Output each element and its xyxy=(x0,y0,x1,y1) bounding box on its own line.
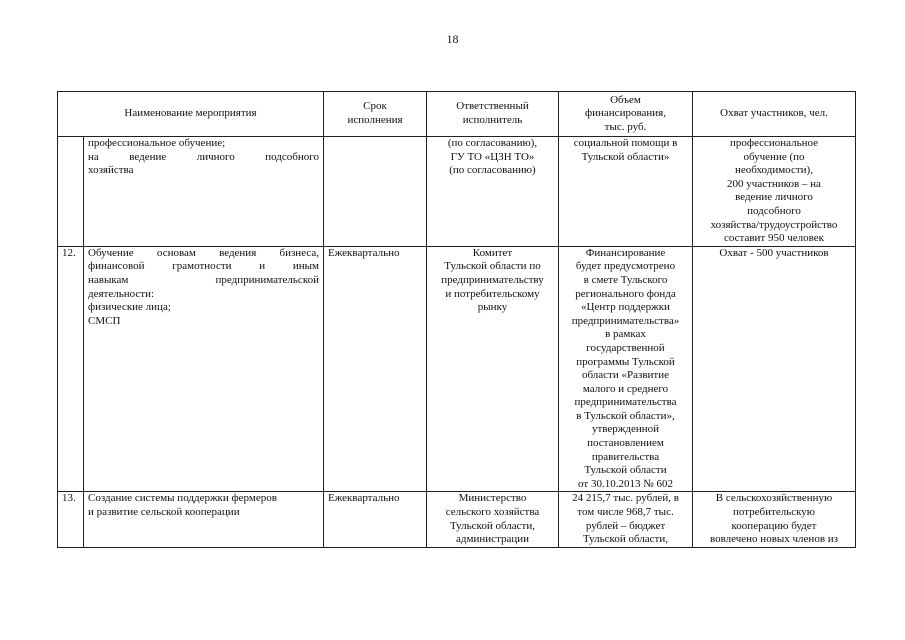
cell-line: хозяйства xyxy=(88,164,134,177)
coverage xyxy=(693,246,856,492)
cell-line: обучение (по xyxy=(743,150,805,163)
cell-line: социальной помощи в xyxy=(573,137,678,149)
responsible xyxy=(427,137,559,247)
cell-line: и развитие сельской кооперации xyxy=(88,506,240,519)
cell-line: том числе 968,7 тыс. xyxy=(577,506,674,519)
cell-line: области «Развитие xyxy=(581,369,670,382)
cell-line: Охват - 500 участников xyxy=(719,246,829,259)
cell-line: Комитет xyxy=(472,246,513,259)
cell-line: в Тульской области», xyxy=(576,409,675,422)
cell-line: малого и среднего xyxy=(582,382,669,395)
cell-line: программы Тульской xyxy=(576,355,675,368)
cell-line: предпринимательства xyxy=(574,396,677,409)
header-financing: Объем финансирования, тыс. руб. xyxy=(559,92,693,137)
measure-name xyxy=(84,246,324,492)
cell-line: рынку xyxy=(477,301,508,314)
cell-line: физические лица; xyxy=(88,301,171,314)
cell-line: 200 участников – на xyxy=(727,177,821,190)
cell-line: государственной xyxy=(586,341,665,354)
cell-line: сельского хозяйства xyxy=(445,506,540,519)
cell-line: Создание системы поддержки фермеров xyxy=(88,492,277,505)
row-number: 12. xyxy=(58,246,84,492)
header-coverage: Охват участников, чел. xyxy=(693,92,856,137)
cell-line: на ведение личного подсобного xyxy=(88,150,319,163)
responsible xyxy=(427,246,559,492)
cell-line: кооперацию будет xyxy=(731,519,817,532)
cell-line: Министерство xyxy=(458,492,527,505)
cell-line: Тульской области по xyxy=(444,260,541,273)
table-row xyxy=(58,492,856,547)
cell-line: Тульской области, xyxy=(582,533,669,546)
row-number xyxy=(58,137,84,247)
cell-line: регионального фонда xyxy=(575,287,676,300)
table-row xyxy=(58,137,856,247)
cell-line: Тульской области xyxy=(584,464,667,477)
cell-line: В сельскохозяйственную xyxy=(715,492,833,505)
header-responsible: Ответственный исполнитель xyxy=(427,92,559,137)
cell-line: необходимости), xyxy=(735,164,813,177)
cell-line: рублей – бюджет xyxy=(585,519,666,532)
cell-line: «Центр поддержки xyxy=(581,301,670,314)
measures-table xyxy=(57,91,856,548)
cell-line: в рамках xyxy=(605,328,646,341)
financing xyxy=(559,492,693,547)
cell-line: администрации xyxy=(456,533,529,546)
cell-line: подсобного xyxy=(747,204,801,217)
cell-line: в смете Тульского xyxy=(583,273,668,286)
cell-line: (по согласованию), xyxy=(447,137,538,149)
cell-line: Ежеквартально xyxy=(328,246,400,259)
cell-line: постановлением xyxy=(587,437,664,450)
cell-line: Обучение основам ведения бизнеса, xyxy=(88,246,319,259)
cell-line: и потребительскому xyxy=(445,287,540,300)
cell-line: потребительскую xyxy=(732,506,816,519)
cell-line: (по согласованию) xyxy=(449,164,536,177)
cell-line: деятельности: xyxy=(88,287,155,300)
measure-name xyxy=(84,137,324,247)
measure-name xyxy=(84,492,324,547)
cell-line: предпринимательству xyxy=(441,273,544,286)
cell-line: от 30.10.2013 № 602 xyxy=(578,477,673,490)
cell-line: будет предусмотрено xyxy=(575,260,676,273)
cell-line: Тульской области, xyxy=(449,519,536,532)
table-header-row xyxy=(58,92,856,137)
deadline xyxy=(324,137,427,247)
row-number: 13. xyxy=(58,492,84,547)
header-deadline: Срок исполнения xyxy=(324,92,427,137)
cell-line: предпринимательства» xyxy=(571,314,680,327)
cell-line: профессиональное обучение; xyxy=(88,137,226,149)
cell-line: Тульской области» xyxy=(581,150,670,163)
deadline xyxy=(324,246,427,492)
cell-line: Ежеквартально xyxy=(328,492,400,505)
cell-line: правительства xyxy=(591,450,660,463)
cell-line: вовлечено новых членов из xyxy=(709,533,838,546)
page-number: 18 xyxy=(446,32,459,46)
cell-line: 24 215,7 тыс. рублей, в xyxy=(572,492,679,505)
cell-line: финансовой грамотности и иным xyxy=(88,260,319,273)
cell-line: профессиональное xyxy=(729,137,819,149)
financing xyxy=(559,137,693,247)
deadline xyxy=(324,492,427,547)
cell-line: навыкам предпринимательской xyxy=(88,273,319,286)
cell-line: ГУ ТО «ЦЗН ТО» xyxy=(450,150,535,163)
cell-line: хозяйства/трудоустройство xyxy=(710,218,838,231)
table-row xyxy=(58,246,856,492)
responsible xyxy=(427,492,559,547)
cell-line: СМСП xyxy=(88,314,121,327)
cell-line: утвержденной xyxy=(591,423,660,436)
cell-line: ведение личного xyxy=(735,191,813,204)
cell-line: Финансирование xyxy=(585,246,666,259)
cell-line: составит 950 человек xyxy=(723,232,824,245)
coverage xyxy=(693,492,856,547)
header-name: Наименование мероприятия xyxy=(58,92,324,137)
coverage xyxy=(693,137,856,247)
financing xyxy=(559,246,693,492)
